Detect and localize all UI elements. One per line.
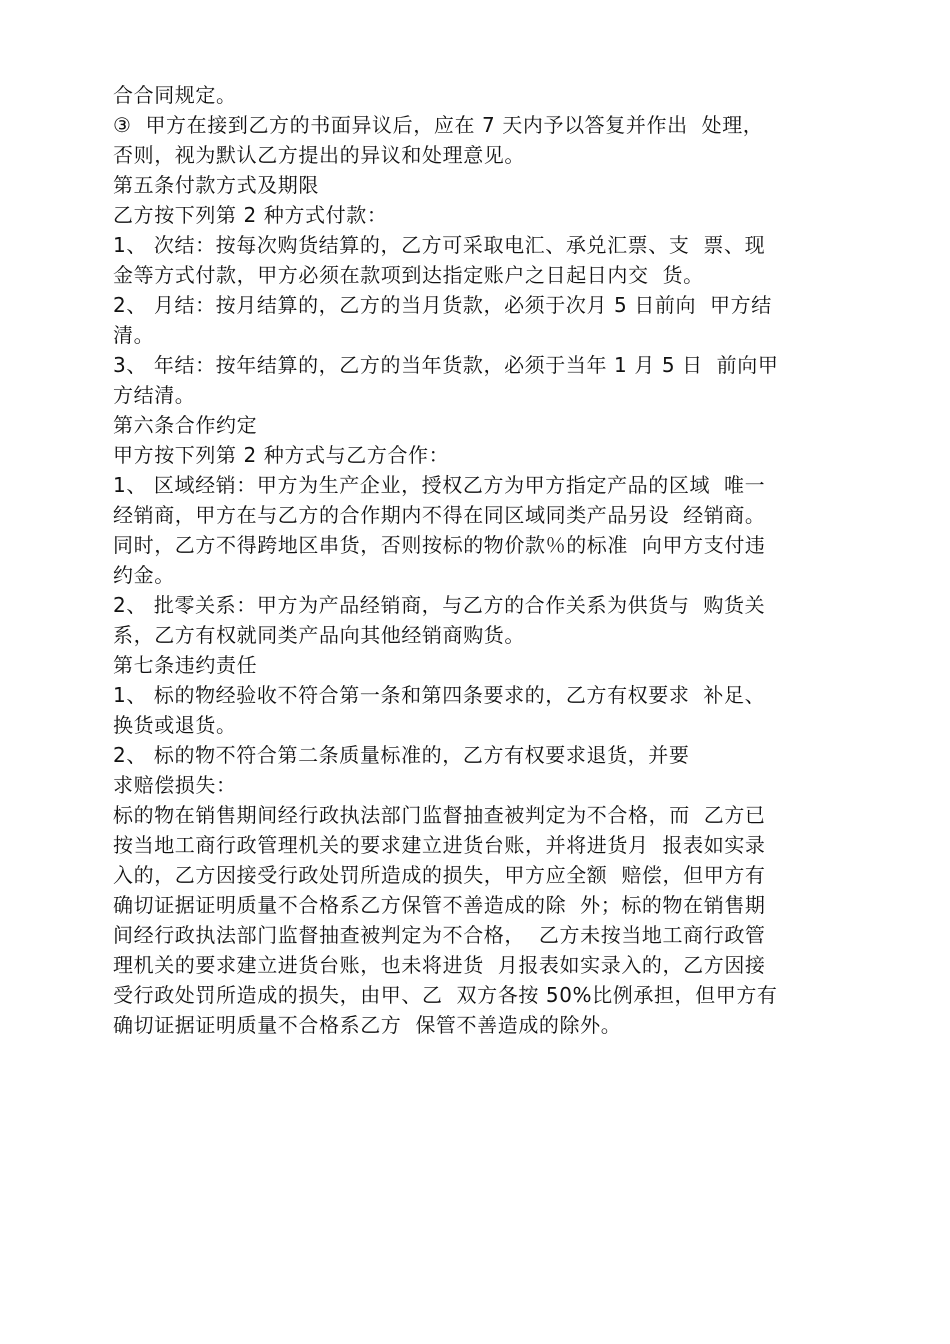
text-line: 换货或退货。 bbox=[113, 713, 237, 737]
text-line: 确切证据证明质量不合格系乙方 保管不善造成的除外。 bbox=[113, 1013, 622, 1037]
text-line: 受行政处罚所造成的损失，由甲、乙 双方各按 50%比例承担，但甲方有 bbox=[113, 983, 778, 1007]
text-line: 约金。 bbox=[113, 563, 175, 587]
text-line: 系，乙方有权就同类产品向其他经销商购货。 bbox=[113, 623, 525, 647]
text-line: 2、 月结：按月结算的，乙方的当月货款，必须于次月 5 日前向 甲方结 bbox=[113, 293, 772, 317]
text-line: 同时，乙方不得跨地区串货，否则按标的物价款％的标准 向甲方支付违 bbox=[113, 533, 766, 557]
section-heading: 第五条付款方式及期限 bbox=[113, 173, 319, 197]
text-line: 否则，视为默认乙方提出的异议和处理意见。 bbox=[113, 143, 525, 167]
section-heading: 第七条违约责任 bbox=[113, 653, 258, 677]
text-line: 甲方按下列第 2 种方式与乙方合作： bbox=[113, 443, 450, 467]
text-line: 2、 批零关系：甲方为产品经销商，与乙方的合作关系为供货与 购货关 bbox=[113, 593, 766, 617]
text-line: 1、 次结：按每次购货结算的，乙方可采取电汇、承兑汇票、支 票、现 bbox=[113, 233, 766, 257]
text-line: 乙方按下列第 2 种方式付款： bbox=[113, 203, 388, 227]
text-line: 间经行政执法部门监督抽查被判定为不合格， 乙方未按当地工商行政管 bbox=[113, 923, 766, 947]
text-line: 清。 bbox=[113, 323, 155, 347]
section-heading: 第六条合作约定 bbox=[113, 413, 258, 437]
text-line: 确切证据证明质量不合格系乙方保管不善造成的除 外；标的物在销售期 bbox=[113, 893, 766, 917]
text-line: 1、 区域经销：甲方为生产企业，授权乙方为甲方指定产品的区域 唯一 bbox=[113, 473, 766, 497]
text-line: 合合同规定。 bbox=[113, 83, 237, 107]
text-line: 方结清。 bbox=[113, 383, 196, 407]
text-line: 入的，乙方因接受行政处罚所造成的损失，甲方应全额 赔偿，但甲方有 bbox=[113, 863, 766, 887]
text-line: 经销商，甲方在与乙方的合作期内不得在同区域同类产品另设 经销商。 bbox=[113, 503, 766, 527]
text-line: 金等方式付款，甲方必须在款项到达指定账户之日起日内交 货。 bbox=[113, 263, 704, 287]
text-line: 理机关的要求建立进货台账，也未将进货 月报表如实录入的，乙方因接 bbox=[113, 953, 766, 977]
text-line: ③ 甲方在接到乙方的书面异议后，应在 7 天内予以答复并作出 处理， bbox=[113, 113, 764, 137]
document-page bbox=[113, 80, 863, 1040]
text-line: 1、 标的物经验收不符合第一条和第四条要求的，乙方有权要求 补足、 bbox=[113, 683, 766, 707]
text-line: 标的物在销售期间经行政执法部门监督抽查被判定为不合格，而 乙方已 bbox=[113, 803, 766, 827]
text-line: 2、 标的物不符合第二条质量标准的，乙方有权要求退货，并要 bbox=[113, 743, 690, 767]
text-line: 按当地工商行政管理机关的要求建立进货台账，并将进货月 报表如实录 bbox=[113, 833, 766, 857]
text-line: 求赔偿损失： bbox=[113, 773, 237, 797]
text-line: 3、 年结：按年结算的，乙方的当年货款，必须于当年 1 月 5 日 前向甲 bbox=[113, 353, 779, 377]
